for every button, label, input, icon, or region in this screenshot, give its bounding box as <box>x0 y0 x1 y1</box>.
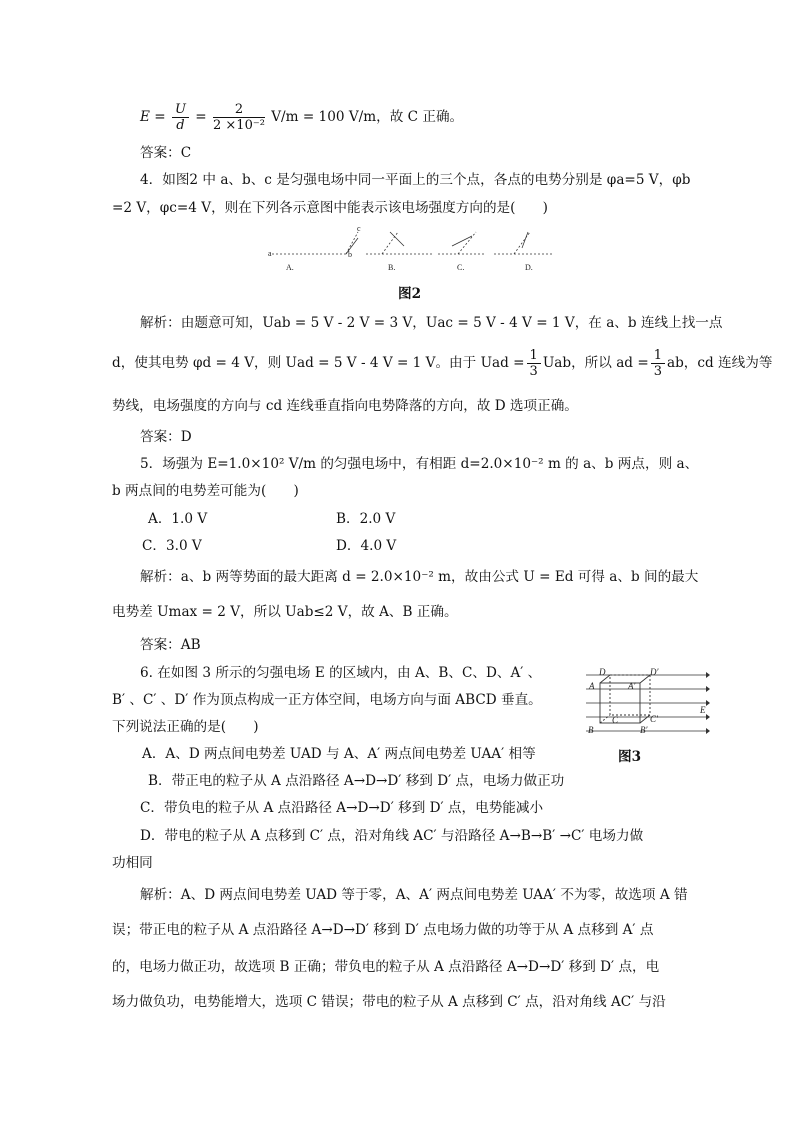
answer-5: 答案：AB <box>140 637 201 653</box>
solution-6-line-3: 的，电场力做正功，故选项 B 正确；带负电的粒子从 A 点沿路径 A→D→D′ 移到 D′ 点，电 <box>112 959 660 975</box>
fig2-option-a <box>272 232 358 254</box>
fig3-label-cp: C′ <box>650 714 658 724</box>
question-5-line-2: b 两点间的电势差可能为( ) <box>112 483 299 499</box>
fig2-option-a-label: A. <box>286 263 294 272</box>
u-over-d-fraction: $\frac{U}{d}$ <box>172 102 189 133</box>
answer-4: 答案：D <box>140 429 192 445</box>
figure-2-caption: 图2 <box>398 286 422 302</box>
fig3-label-ap: A′ <box>628 681 636 691</box>
q5-option-c: C．3.0 V <box>142 538 202 554</box>
figure-3-caption: 图3 <box>618 749 642 765</box>
value-fraction: $\frac{2}{\text{2 ×10⁻²}}$ <box>213 102 265 133</box>
fig3-label-b: B <box>588 725 594 735</box>
fig2-label-c: c <box>357 224 361 233</box>
solution-6-line-4: 场力做负功，电势能增大，选项 C 错误；带电的粒子从 A 点移到 C′ 点，沿对角线 AC′ 与沿 <box>112 994 666 1010</box>
fig2-option-c <box>438 232 484 254</box>
fig2-option-b-label: B. <box>388 263 396 272</box>
q5-option-a: A．1.0 V <box>148 511 208 527</box>
answer-3: 答案：C <box>140 145 192 161</box>
formula-rest: V/m = 100 V/m，故 C 正确。 <box>266 109 464 125</box>
solution-4-line-2: d，使其电势 φd = 4 V，则 Uad = 5 V - 4 V = 1 V。由于 Uad = $\frac{1}{3}$ Uab，所以 ad = $\frac{1}{3}$ ab，cd 连线为等 <box>112 348 773 379</box>
fig3-label-e: E <box>700 705 706 715</box>
figure-2 <box>262 224 562 274</box>
solution-4-line-3: 势线，电场强度的方向与 cd 连线垂直指向电势降落的方向，故 D 选项正确。 <box>112 398 578 414</box>
question-6-line-2: B′ 、C′ 、D′ 作为顶点构成一正方体空间，电场方向与面 ABCD 垂直。 <box>112 692 542 708</box>
q6-option-c: C．带负电的粒子从 A 点沿路径 A→D→D′ 移到 D′ 点，电势能减小 <box>140 800 544 816</box>
q6-option-b: B．带正电的粒子从 A 点沿路径 A→D→D′ 移到 D′ 点，电场力做正功 <box>148 773 565 789</box>
fig2-option-b <box>366 232 434 254</box>
fig2-option-d-label: D. <box>525 263 533 272</box>
fig2-option-d <box>494 232 552 254</box>
solution-6-line-1: 解析：A、D 两点间电势差 UAD 等于零，A、A′ 两点间电势差 UAA′ 不为零，故选项 A 错 <box>140 887 688 903</box>
fig2-label-a: a <box>268 249 272 258</box>
solution-6-line-2: 误；带正电的粒子从 A 点沿路径 A→D→D′ 移到 D′ 点电场力做的功等于从 A 点移到 A′ 点 <box>112 922 654 938</box>
question-5-line-1: 5．场强为 E=1.0×10² V/m 的匀强电场中，有相距 d=2.0×10⁻² m 的 a、b 两点，则 a、 <box>140 456 699 472</box>
q6-option-a: A．A、D 两点间电势差 UAD 与 A、A′ 两点间电势差 UAA′ 相等 <box>142 746 536 762</box>
fraction-one-third-b: $\frac{1}{3}$ <box>651 348 665 379</box>
question-4-line-2: =2 V，φc=4 V，则在下列各示意图中能表示该电场强度方向的是( ) <box>112 200 548 216</box>
solution-4-line-1: 解析：由题意可知，Uab = 5 V - 2 V = 3 V，Uac = 5 V - 4 V = 1 V，在 a、b 连线上找一点 <box>140 315 723 331</box>
fig2-option-c-label: C. <box>457 263 465 272</box>
cube <box>600 675 650 723</box>
question-6-line-3: 下列说法正确的是( ) <box>112 719 259 735</box>
fig3-label-dp: D′ <box>650 667 659 677</box>
fig2-label-b: b <box>348 250 352 259</box>
fraction-one-third-a: $\frac{1}{3}$ <box>527 348 541 379</box>
q5-option-b: B．2.0 V <box>336 511 396 527</box>
formula-e: E <box>140 109 150 125</box>
formula-line: E = $\frac{U}{d}$ = $\frac{2}{\text{2 ×10⁻²}}$ V/m = 100 V/m，故 C 正确。 <box>140 102 464 133</box>
solution-5-line-1: 解析：a、b 两等势面的最大距离 d = 2.0×10⁻² m，故由公式 U = Ed 可得 a、b 间的最大 <box>140 569 699 585</box>
figure-3 <box>586 667 710 737</box>
q6-option-d-line-2: 功相同 <box>112 855 153 871</box>
fig3-label-bp: B′ <box>640 725 648 735</box>
question-4-line-1: 4．如图2 中 a、b、c 是匀强电场中同一平面上的三个点，各点的电势分别是 φa=5 V，φb <box>140 172 691 188</box>
fig3-label-c: C <box>612 715 619 725</box>
fig3-label-a: A <box>589 681 595 691</box>
solution-5-line-2: 电势差 Umax = 2 V，所以 Uab≤2 V，故 A、B 正确。 <box>112 604 458 620</box>
q5-option-d: D．4.0 V <box>336 538 397 554</box>
field-arrowheads <box>706 672 710 734</box>
question-6-line-1: 6. 在如图 3 所示的匀强电场 E 的区域内，由 A、B、C、D、A′ 、 <box>140 665 542 681</box>
fig3-label-d: D <box>599 667 606 677</box>
q6-option-d-line-1: D．带电的粒子从 A 点移到 C′ 点，沿对角线 AC′ 与沿路径 A→B→B′ →C′ 电场力做 <box>140 828 644 844</box>
